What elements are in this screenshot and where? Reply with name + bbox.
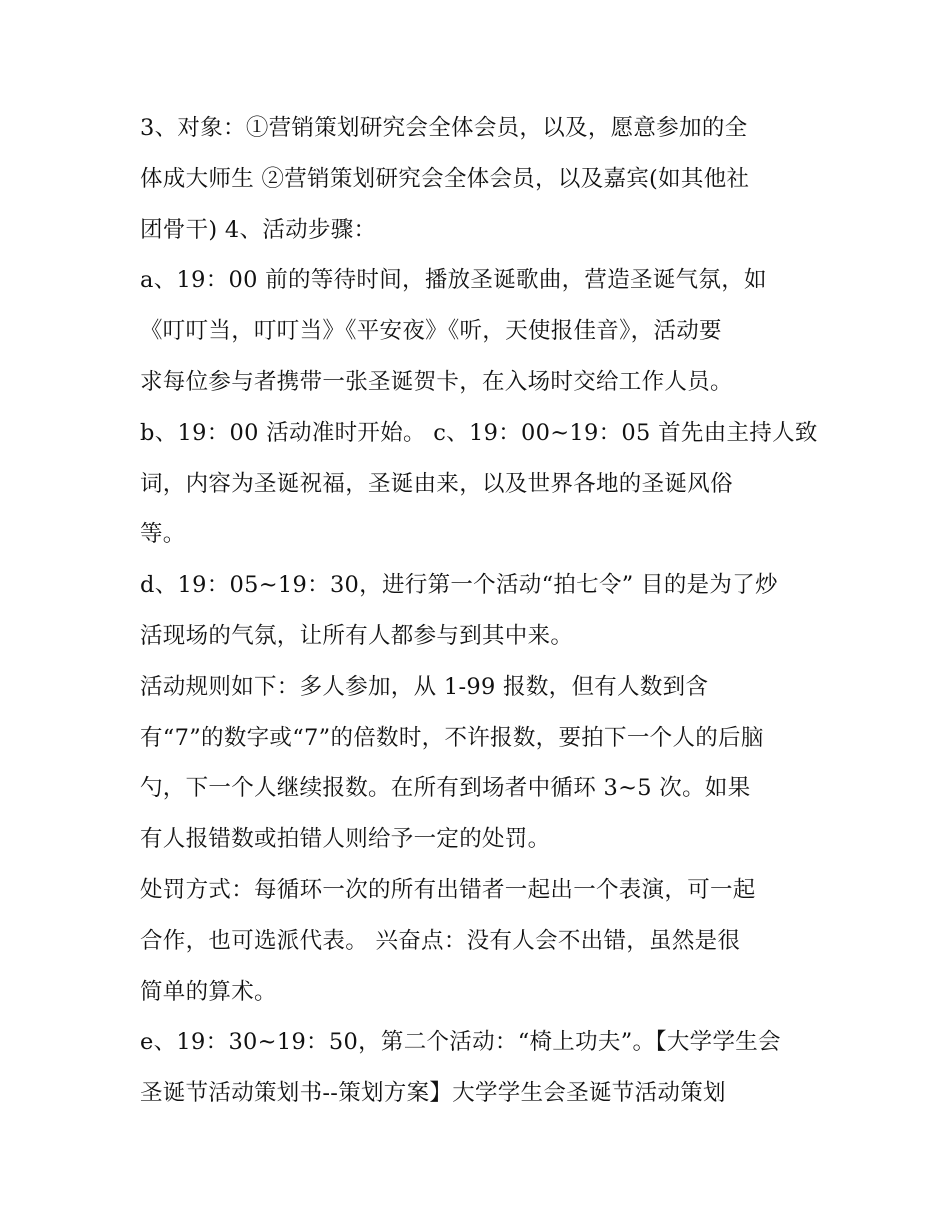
text-line: 处罚方式：每循环一次的所有出错者一起出一个表演，可一起 [140, 876, 756, 903]
text-line: 合作，也可选派代表。 兴奋点：没有人会不出错，虽然是很 [140, 927, 741, 954]
text-line: 有人报错数或拍错人则给予一定的处罚。 [140, 826, 551, 853]
paragraph-penalty [140, 865, 820, 1017]
paragraph-rules [140, 662, 820, 865]
paragraph-target-audience [140, 103, 820, 255]
text-line: d、19：05~19：30，进行第一个活动“拍七令” 目的是为了炒 [140, 572, 778, 599]
text-line: 求每位参与者携带一张圣诞贺卡，在入场时交给工作人员。 [140, 368, 733, 395]
text-line: 体成大师生 ②营销策划研究会全体会员，以及嘉宾(如其他社 [140, 165, 750, 192]
paragraph-step-b-c [140, 408, 820, 560]
text-line: 《叮叮当，叮叮当》《平安夜》《听，天使报佳音》，活动要 [140, 318, 722, 345]
document-body [140, 103, 820, 1119]
text-line: 勺，下一个人继续报数。在所有到场者中循环 3~5 次。如果 [140, 775, 751, 802]
paragraph-step-e [140, 1017, 820, 1119]
text-line: 活现场的气氛，让所有人都参与到其中来。 [140, 622, 574, 649]
text-line: 3、对象：①营销策划研究会全体会员，以及，愿意参加的全 [140, 115, 748, 141]
text-line: 等。 [140, 521, 186, 548]
text-line: 简单的算术。 [140, 978, 277, 1005]
text-line: e、19：30~19：50，第二个活动：“椅上功夫”。【大学学生会 [140, 1029, 781, 1056]
text-line: b、19：00 活动准时开始。 c、19：00~19：05 首先由主持人致 [140, 419, 818, 446]
text-line: 词，内容为圣诞祝福，圣诞由来，以及世界各地的圣诞风俗 [140, 470, 733, 497]
text-line: 有“7”的数字或“7”的倍数时，不许报数，要拍下一个人的后脑 [140, 724, 764, 751]
text-line: a、19：00 前的等待时间，播放圣诞歌曲，营造圣诞气氛，如 [140, 267, 767, 294]
text-line: 活动规则如下：多人参加，从 1-99 报数，但有人数到含 [140, 673, 709, 700]
text-line: 圣诞节活动策划书--策划方案】大学学生会圣诞节活动策划 [140, 1080, 726, 1107]
paragraph-step-a [140, 255, 820, 407]
text-line: 团骨干) 4、活动步骤： [140, 216, 377, 243]
paragraph-step-d [140, 560, 820, 662]
